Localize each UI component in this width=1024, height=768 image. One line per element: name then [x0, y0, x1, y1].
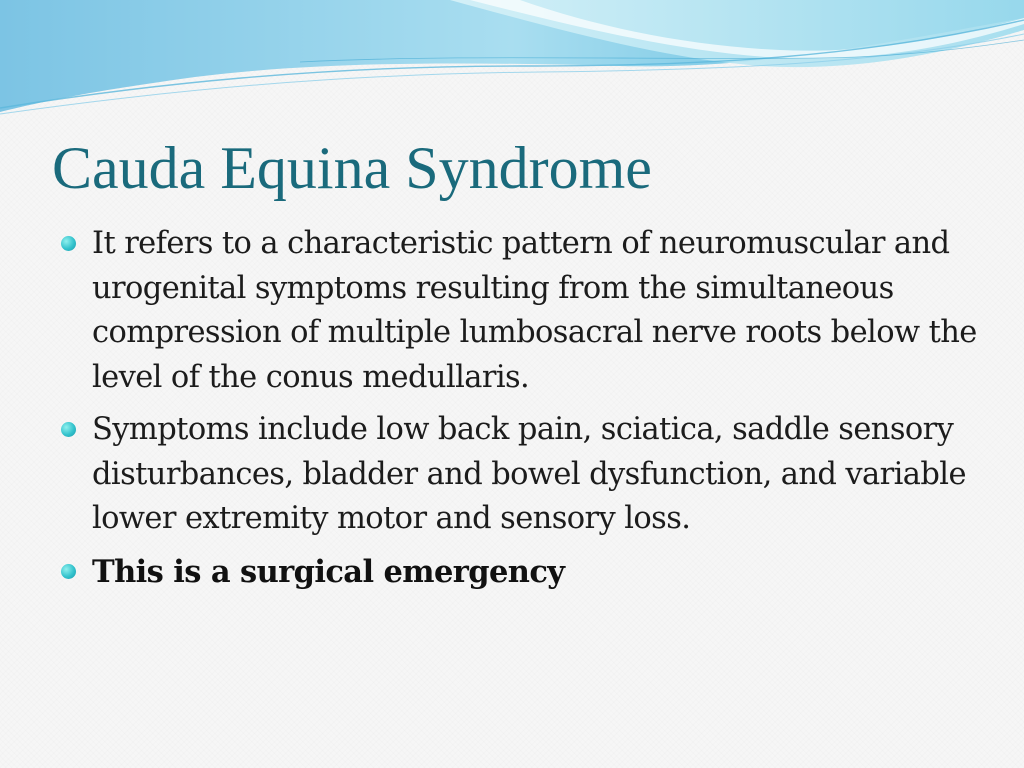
header-wave-decoration	[0, 0, 1024, 120]
slide-title: Cauda Equina Syndrome	[52, 135, 652, 201]
bullet-item-symptoms	[60, 408, 990, 542]
bullet-dot-icon	[61, 236, 76, 251]
bullet-text: It refers to a characteristic pattern of neuromuscular and urogenital symptoms resulting from the simultaneous compression of multiple lumbosacral nerve roots below the level of the conus medullaris.	[92, 226, 977, 395]
bullet-item-emergency	[60, 550, 990, 596]
bullet-list	[60, 222, 990, 603]
bullet-text: Symptoms include low back pain, sciatica, saddle sensory disturbances, bladder and bowel dysfunction, and variable lower extremity motor and sensory loss.	[92, 412, 966, 536]
bullet-dot-icon	[61, 422, 76, 437]
bullet-text: This is a surgical emergency	[92, 553, 565, 590]
bullet-item-definition	[60, 222, 990, 400]
bullet-dot-icon	[61, 564, 76, 579]
